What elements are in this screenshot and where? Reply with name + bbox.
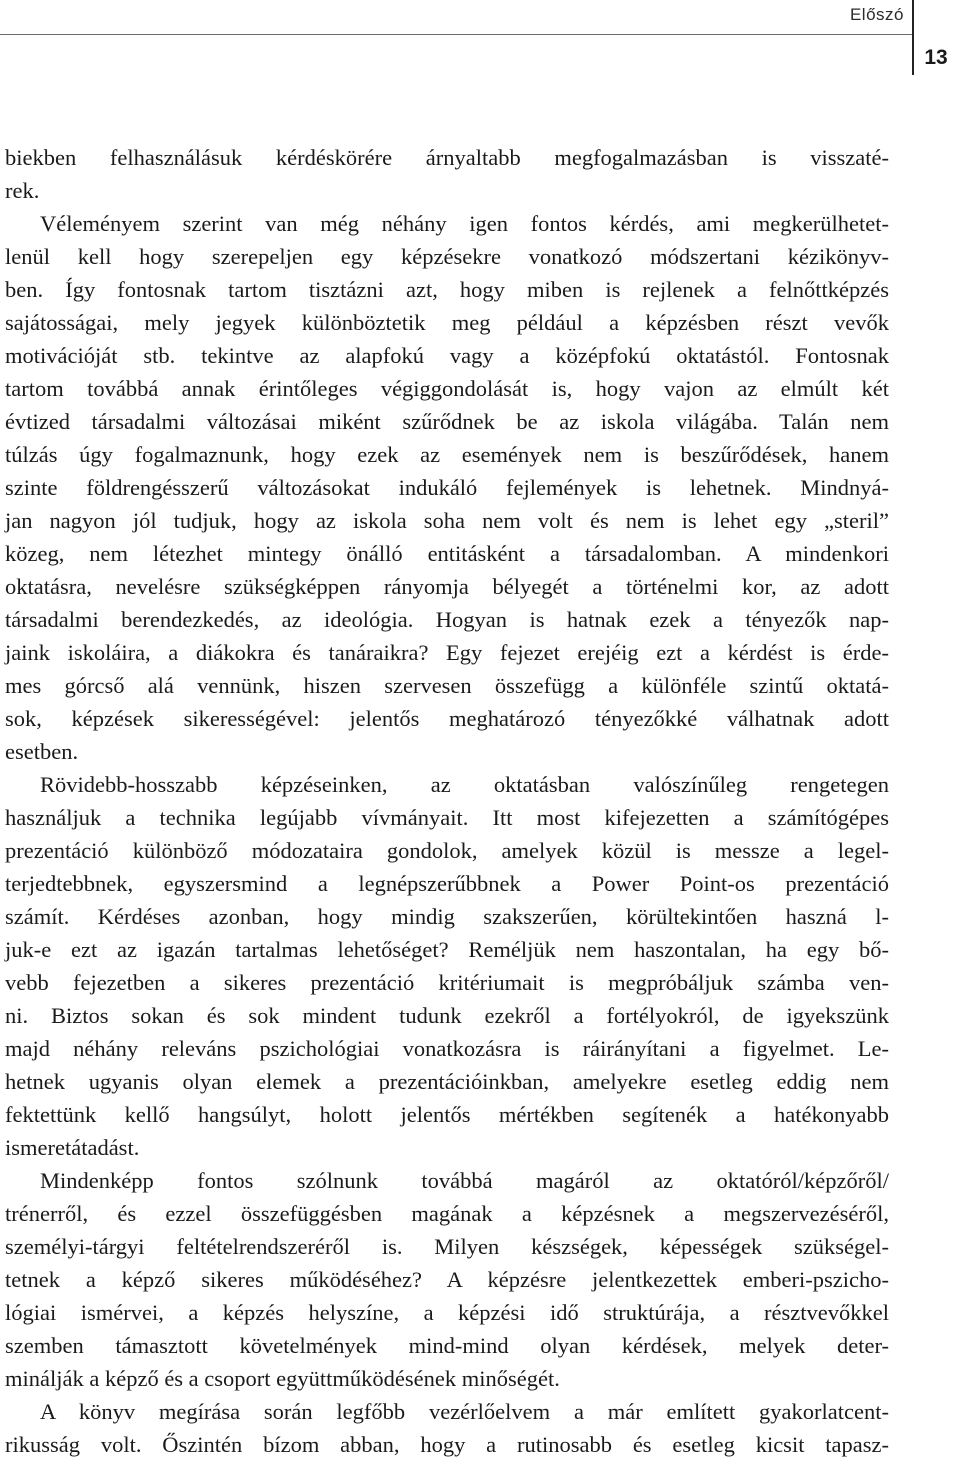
text-line: szemben támasztott követelmények mind-mind olyan kérdések, melyek deter-: [5, 1333, 889, 1358]
text-line: terjedtebbnek, egyszersmind a legnépszerűbbnek a Power Point-os prezentáció: [5, 871, 889, 896]
text-line: majd néhány releváns pszichológiai vonatkozásra is ráirányítani a figyelmet. Le-: [5, 1036, 889, 1061]
text-line: jaink iskoláira, a diákokra és tanáraikra? Egy fejezet erejéig ezt a kérdést is érde-: [5, 640, 889, 665]
header-rule: [0, 34, 912, 35]
body-text: [5, 141, 889, 1461]
text-line: személyi-tárgyi feltételrendszeréről is. Milyen készségek, képességek szükségel-: [5, 1234, 889, 1259]
text-line: sok, képzések sikerességével: jelentős meghatározó tényezőkké válhatnak adott: [5, 706, 889, 731]
text-line: Rövidebb-hosszabb képzéseinken, az oktatásban valószínűleg rengetegen: [40, 772, 889, 797]
text-line: számít. Kérdéses azonban, hogy mindig szakszerűen, körültekintően haszná l-: [5, 904, 889, 929]
text-line: túlzás úgy fogalmaznunk, hogy ezek az események nem is beszűrődések, hanem: [5, 442, 889, 467]
text-line: tartom továbbá annak érintőleges végiggondolását is, hogy vajon az elmúlt két: [5, 376, 889, 401]
running-head-title: Előszó: [849, 5, 904, 24]
text-line: évtized társadalmi változásai miként szűrődnek be az iskola világába. Talán nem: [5, 409, 889, 434]
text-line: ni. Biztos sokan és sok mindent tudunk ezekről a fortélyokról, de igyekszünk: [5, 1003, 889, 1028]
text-line: juk-e ezt az igazán tartalmas lehetőséget? Reméljük nem haszontalan, ha egy bő-: [5, 937, 889, 962]
text-line: prezentáció különböző módozataira gondolok, amelyek közül is messze a legel-: [5, 838, 889, 863]
page-number: 13: [924, 46, 948, 69]
text-line: jan nagyon jól tudjuk, hogy az iskola soha nem volt és nem is lehet egy „steril”: [5, 508, 889, 533]
text-line: motivációját stb. tekintve az alapfokú vagy a középfokú oktatástól. Fontosnak: [5, 343, 889, 368]
text-line: lenül kell hogy szerepeljen egy képzésekre vonatkozó módszertani kézikönyv-: [5, 244, 889, 269]
text-line: lógiai ismérvei, a képzés helyszíne, a képzési idő struktúrája, a résztvevőkkel: [5, 1300, 889, 1325]
text-line: tetnek a képző sikeres működéséhez? A képzésre jelentkezettek emberi-pszicho-: [5, 1267, 889, 1292]
text-line: sajátosságai, mely jegyek különböztetik meg például a képzésben részt vevők: [5, 310, 889, 335]
text-line: közeg, nem létezhet mintegy önálló entitásként a társadalomban. A mindenkori: [5, 541, 889, 566]
text-line: Véleményem szerint van még néhány igen fontos kérdés, ami megkerülhetet-: [40, 211, 889, 236]
text-line: rek.: [5, 178, 40, 203]
text-line: ismeretátadást.: [5, 1135, 140, 1160]
text-line: használjuk a technika legújabb vívmányait. Itt most kifejezetten a számítógépes: [5, 805, 889, 830]
text-line: vebb fejezetben a sikeres prezentáció kritériumait is megpróbáljuk számba ven-: [5, 970, 889, 995]
text-line: mes górcső alá vennünk, hiszen szervesen összefügg a különféle szintű oktatá-: [5, 673, 889, 698]
text-line: Mindenképp fontos szólnunk továbbá magáról az oktatóról/képzőről/: [40, 1168, 889, 1193]
text-line: oktatásra, nevelésre szükségképpen rányomja bélyegét a történelmi kor, az adott: [5, 574, 889, 599]
text-line: esetben.: [5, 739, 79, 764]
text-line: társadalmi berendezkedés, az ideológia. Hogyan is hatnak ezek a tényezők nap-: [5, 607, 889, 632]
text-line: ben. Így fontosnak tartom tisztázni azt, hogy miben is rejlenek a felnőttképzés: [5, 277, 889, 302]
text-line: hetnek ugyanis olyan elemek a prezentációinkban, amelyekre esetleg eddig nem: [5, 1069, 889, 1094]
text-line: rikusság volt. Őszintén bízom abban, hogy a rutinosabb és esetleg kicsit tapasz-: [5, 1432, 889, 1457]
text-line: A könyv megírása során legfőbb vezérlőelvem a már említett gyakorlatcent-: [40, 1399, 889, 1424]
text-line: trénerről, és ezzel összefüggésben magának a képzésnek a megszervezéséről,: [5, 1201, 889, 1226]
text-line: fektettünk kellő hangsúlyt, holott jelentős mértékben segítenék a hatékonyabb: [5, 1102, 889, 1127]
text-line: szinte földrengésszerű változásokat indukáló fejlemények is lehetnek. Mindnyá-: [5, 475, 889, 500]
text-line: minálják a képző és a csoport együttműködésének minőségét.: [5, 1366, 560, 1391]
text-line: biekben felhasználásuk kérdéskörére árnyaltabb megfogalmazásban is visszaté-: [5, 145, 889, 170]
